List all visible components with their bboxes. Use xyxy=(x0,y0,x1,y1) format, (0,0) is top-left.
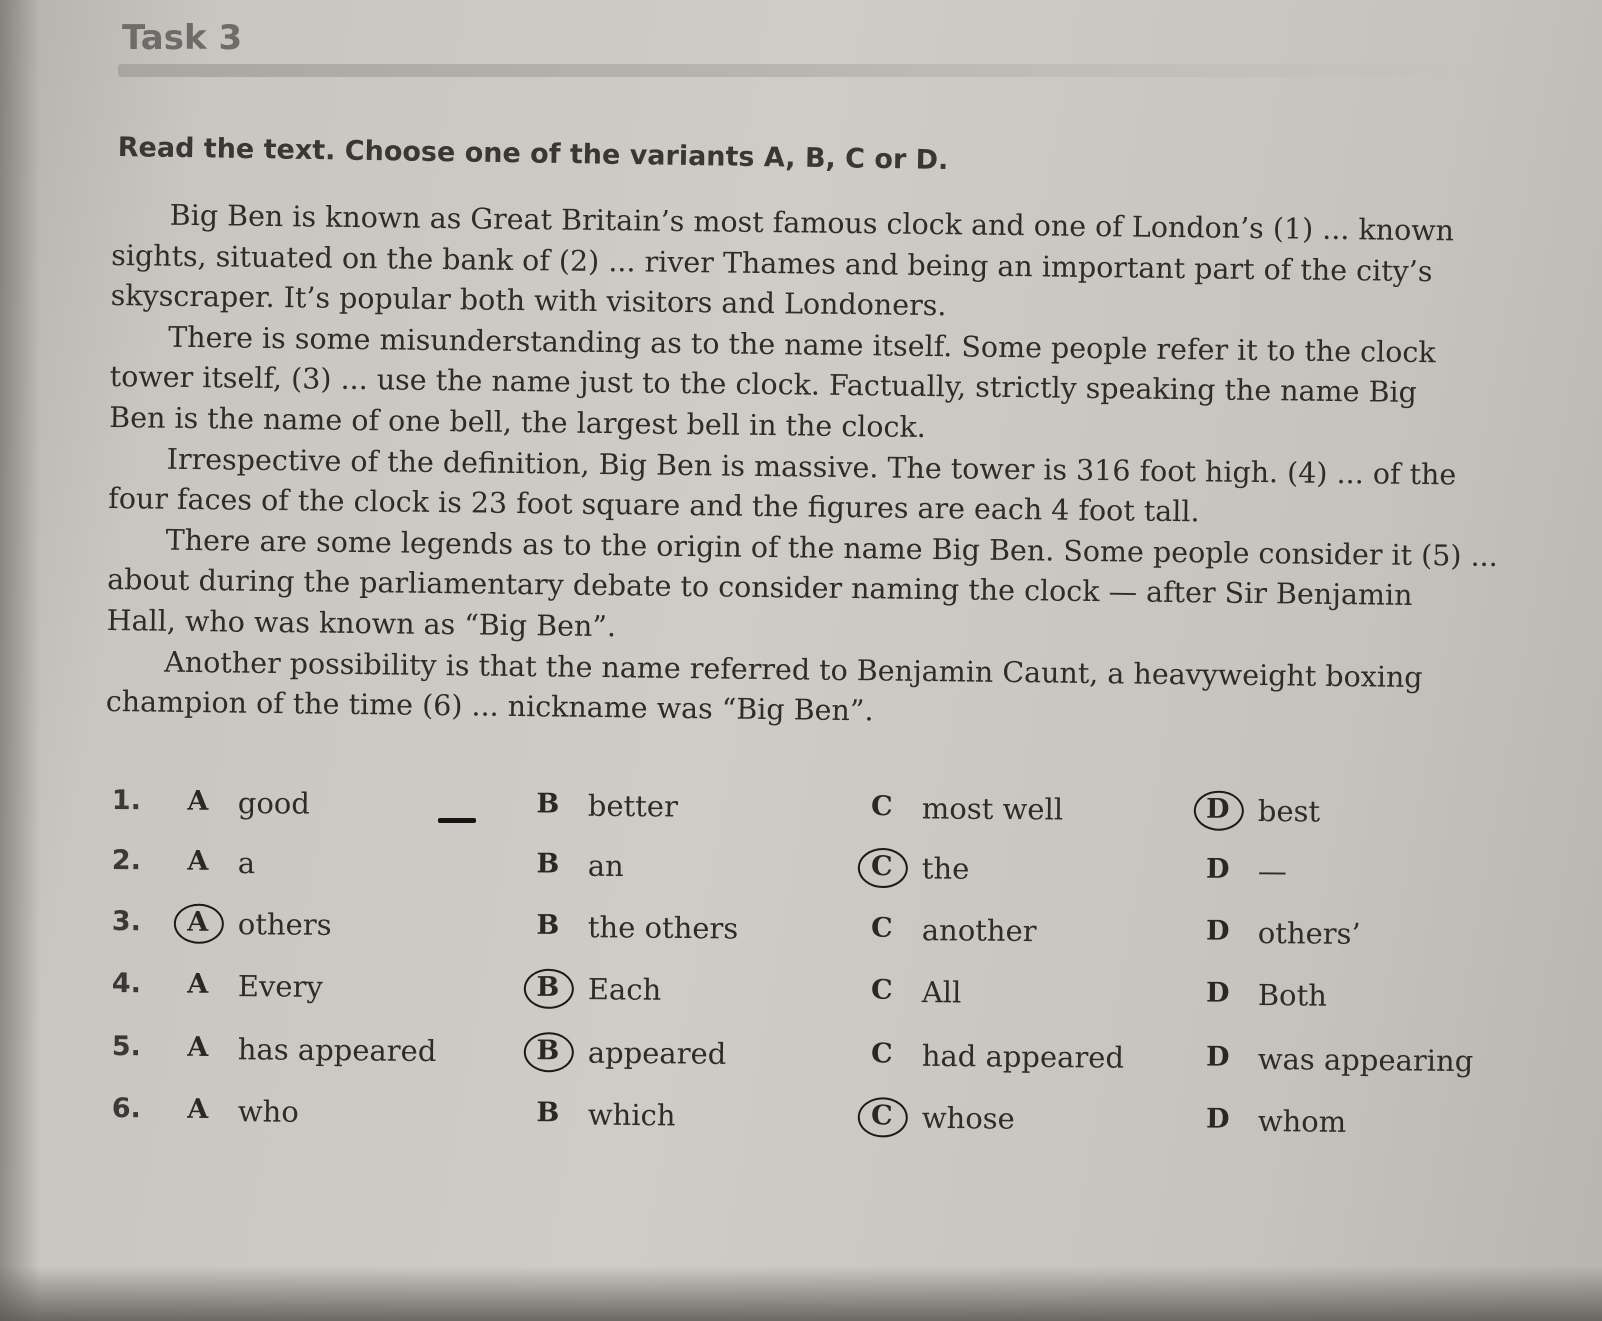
passage-line: skyscraper. It’s popular both with visitors and Londoners. xyxy=(110,279,947,323)
option-letter: D xyxy=(1205,1103,1230,1135)
option-text: Each xyxy=(587,972,662,1007)
option-text: an xyxy=(587,848,624,884)
option-letter: A xyxy=(187,845,209,877)
question-row xyxy=(112,1031,1552,1095)
question-number: 2. xyxy=(111,845,142,877)
option-letter: C xyxy=(870,974,893,1006)
option-text: the others xyxy=(587,910,739,946)
option-text: — xyxy=(1257,854,1287,889)
option-letter: D xyxy=(1205,977,1230,1009)
question-row xyxy=(112,906,1552,969)
option-letter: D xyxy=(1206,853,1230,885)
question-number: 3. xyxy=(111,906,142,938)
option-text: a xyxy=(237,845,256,881)
passage-line: champion of the time (6) ... nickname was “Big Ben”. xyxy=(105,685,874,728)
option-text: has appeared xyxy=(237,1032,437,1069)
option-text: others’ xyxy=(1257,916,1361,951)
question-number: 4. xyxy=(111,968,142,1000)
option-letter-circled: C xyxy=(864,1100,900,1131)
question-number: 6. xyxy=(111,1093,142,1125)
passage-line: Ben is the name of one bell, the largest bell in the clock. xyxy=(109,400,927,444)
pen-dash-mark xyxy=(438,818,476,823)
passage-line: four faces of the clock is 23 foot square and the figures are each 4 foot tall. xyxy=(108,482,1200,529)
question-row xyxy=(112,785,1552,846)
option-letter: A xyxy=(187,1093,209,1125)
question-number: 5. xyxy=(111,1031,142,1063)
option-text: who xyxy=(237,1094,299,1129)
option-text: good xyxy=(237,785,311,821)
passage-line: Irrespective of the definition, Big Ben is massive. The tower is 316 foot high. (4) ... of the xyxy=(166,442,1457,492)
option-letter: A xyxy=(187,785,209,817)
option-text: whose xyxy=(921,1100,1015,1136)
question-row xyxy=(112,968,1552,1031)
passage-line: tower itself, (3) ... use the name just to the clock. Factually, strictly speaking the name Big xyxy=(109,360,1418,410)
option-text: better xyxy=(587,788,679,824)
option-text: was appearing xyxy=(1257,1042,1474,1079)
option-text: All xyxy=(921,975,962,1010)
option-letter: B xyxy=(536,788,560,820)
question-number: 1. xyxy=(111,785,142,817)
option-text: Every xyxy=(237,969,323,1004)
option-letter-circled: A xyxy=(180,907,216,938)
option-text: most well xyxy=(921,791,1064,827)
passage-line: Hall, who was known as “Big Ben”. xyxy=(106,603,617,644)
option-letter: B xyxy=(536,848,560,880)
option-letter: A xyxy=(187,968,209,1000)
passage-line: Another possibility is that the name referred to Benjamin Caunt, a heavyweight boxing xyxy=(164,645,1423,694)
option-text: another xyxy=(921,913,1037,949)
question-row xyxy=(112,1093,1552,1157)
page-bottom-shadow xyxy=(0,1266,1602,1321)
option-letter: C xyxy=(870,912,893,944)
task-title: Task 3 xyxy=(122,18,243,58)
option-letter: B xyxy=(536,1097,560,1129)
option-letter: D xyxy=(1205,1041,1230,1073)
passage-line: Big Ben is known as Great Britain’s most famous clock and one of London’s (1) ... known xyxy=(169,198,1455,248)
passage-line: There is some misunderstanding as to the name itself. Some people refer it to the clock xyxy=(168,320,1436,369)
option-letter: C xyxy=(870,1038,893,1070)
option-letter: D xyxy=(1205,915,1230,947)
question-row xyxy=(112,845,1552,906)
option-text: the xyxy=(921,851,970,886)
option-text: appeared xyxy=(587,1035,727,1071)
option-text: Both xyxy=(1257,978,1328,1013)
option-letter-circled: C xyxy=(864,851,900,882)
passage-line: about during the parliamentary debate to consider naming the clock — after Sir Benjamin xyxy=(107,563,1413,613)
option-text: had appeared xyxy=(921,1038,1125,1075)
option-letter-circled: D xyxy=(1200,794,1236,825)
option-text: whom xyxy=(1257,1104,1347,1139)
instruction-text: Read the text. Choose one of the variants A, B, C or D. xyxy=(117,132,949,177)
option-letter: B xyxy=(536,909,560,941)
option-text: which xyxy=(587,1097,676,1133)
passage-line: sights, situated on the bank of (2) ... river Thames and being an important part of the city’s xyxy=(111,238,1433,288)
option-text: best xyxy=(1257,794,1321,829)
passage-line: There are some legends as to the origin of the name Big Ben. Some people consider it (5) ... xyxy=(165,523,1498,573)
option-letter-circled: B xyxy=(530,972,566,1003)
option-letter: A xyxy=(187,1031,209,1063)
option-letter: C xyxy=(870,790,893,823)
option-letter-circled: B xyxy=(530,1035,566,1066)
option-text: others xyxy=(237,907,332,942)
